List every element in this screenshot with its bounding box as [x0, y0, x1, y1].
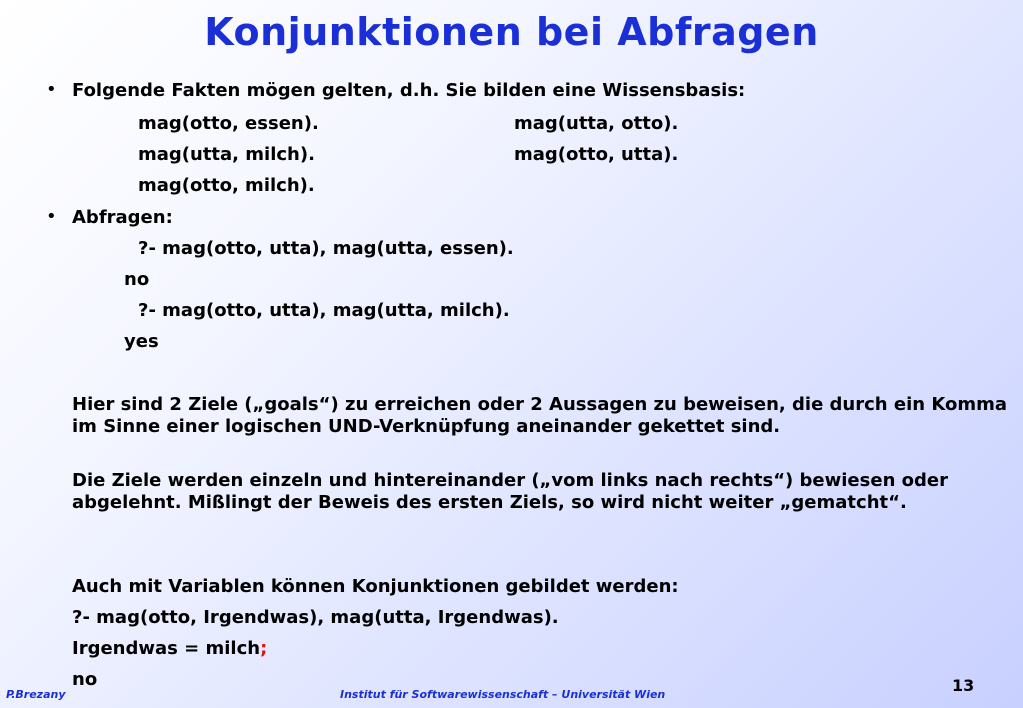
explanation-paragraph: Die Ziele werden einzeln und hintereinander („vom links nach rechts“) bewiesen oder abgelehnt. Mißlingt der Beweis des ersten Ziels, so wird nicht weiter „gematcht“. [72, 470, 948, 513]
query-line: ?- mag(otto, utta), mag(utta, essen). [138, 238, 514, 259]
bullet-marker: • [46, 79, 57, 100]
variables-intro: Auch mit Variablen können Konjunktionen gebildet werden: [72, 576, 679, 597]
footer-author: P.Brezany [6, 688, 66, 701]
query-answer: no [124, 269, 150, 290]
variables-result: no [72, 669, 98, 690]
page-number: 13 [952, 676, 975, 695]
query-answer: yes [124, 331, 159, 352]
explanation-paragraph: Hier sind 2 Ziele („goals“) zu erreichen oder 2 Aussagen zu beweisen, die durch ein Komma im Sinne einer logischen UND-Verknüpfung aneinander gekettet sind. [72, 394, 1007, 437]
footer-institute: Institut für Softwarewissenschaft – Universität Wien [340, 688, 666, 701]
query-line: ?- mag(otto, utta), mag(utta, milch). [138, 300, 510, 321]
variables-query: ?- mag(otto, Irgendwas), mag(utta, Irgendwas). [72, 607, 559, 628]
facts-intro: Folgende Fakten mögen gelten, d.h. Sie bilden eine Wissensbasis: [72, 80, 746, 101]
queries-heading: Abfragen: [72, 207, 173, 228]
fact-line: mag(utta, milch). [138, 144, 315, 165]
fact-line: mag(otto, utta). [514, 144, 679, 165]
fact-line: mag(utta, otto). [514, 113, 679, 134]
bullet-marker: • [46, 206, 57, 227]
slide-title: Konjunktionen bei Abfragen [204, 10, 819, 54]
variables-answer: Irgendwas = milch [72, 638, 261, 659]
semicolon-mark: ; [260, 638, 268, 659]
fact-line: mag(otto, essen). [138, 113, 319, 134]
variables-answer-line [72, 638, 267, 660]
fact-line: mag(otto, milch). [138, 175, 315, 196]
